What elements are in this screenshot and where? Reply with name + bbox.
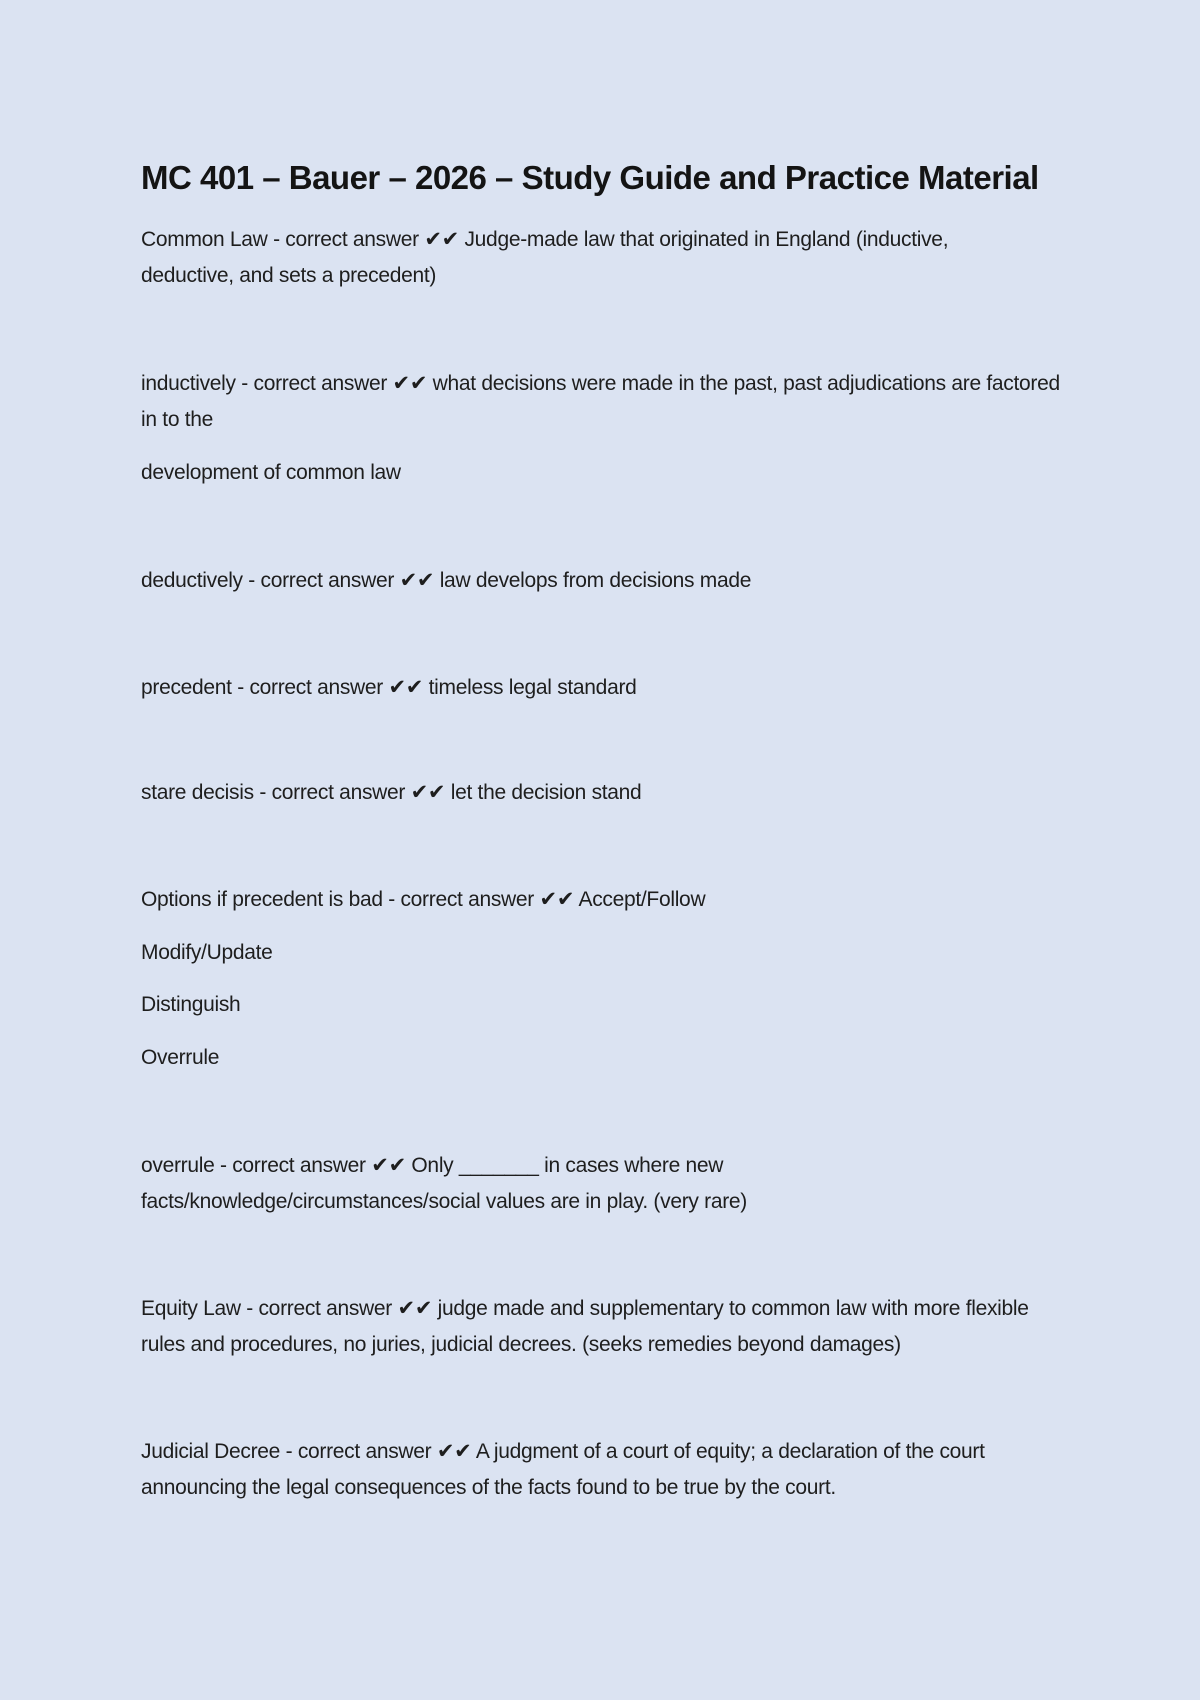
option-modify-update: Modify/Update [141, 941, 273, 964]
flashcard-equity-law: Equity Law - correct answer ✔✔ judge made and supplementary to common law with more flexible rules and procedures, no juries, judicial decrees. (seeks remedies beyond damages) [141, 1297, 1029, 1356]
flashcard-options-if-precedent-bad: Options if precedent is bad - correct answer ✔✔ Accept/Follow [141, 888, 706, 911]
flashcard-stare-decisis: stare decisis - correct answer ✔✔ let the decision stand [141, 781, 642, 804]
flashcard-judicial-decree: Judicial Decree - correct answer ✔✔ A judgment of a court of equity; a declaration of the court announcing the legal consequences of the facts found to be true by the court. [141, 1440, 985, 1499]
option-overrule: Overrule [141, 1046, 220, 1069]
flashcard-precedent: precedent - correct answer ✔✔ timeless legal standard [141, 676, 637, 699]
option-distinguish: Distinguish [141, 993, 241, 1016]
flashcard-inductively: inductively - correct answer ✔✔ what decisions were made in the past, past adjudications are factored in to the [141, 372, 1060, 431]
flashcard-deductively: deductively - correct answer ✔✔ law develops from decisions made [141, 569, 752, 592]
flashcard-inductively-continued: development of common law [141, 461, 401, 484]
flashcard-overrule: overrule - correct answer ✔✔ Only _______ in cases where new facts/knowledge/circumstances/social values are in play. (very rare) [141, 1154, 747, 1213]
flashcard-common-law: Common Law - correct answer ✔✔ Judge-made law that originated in England (inductive, deductive, and sets a precedent) [141, 228, 949, 287]
document-title: MC 401 – Bauer – 2026 – Study Guide and Practice Material [141, 159, 1039, 196]
